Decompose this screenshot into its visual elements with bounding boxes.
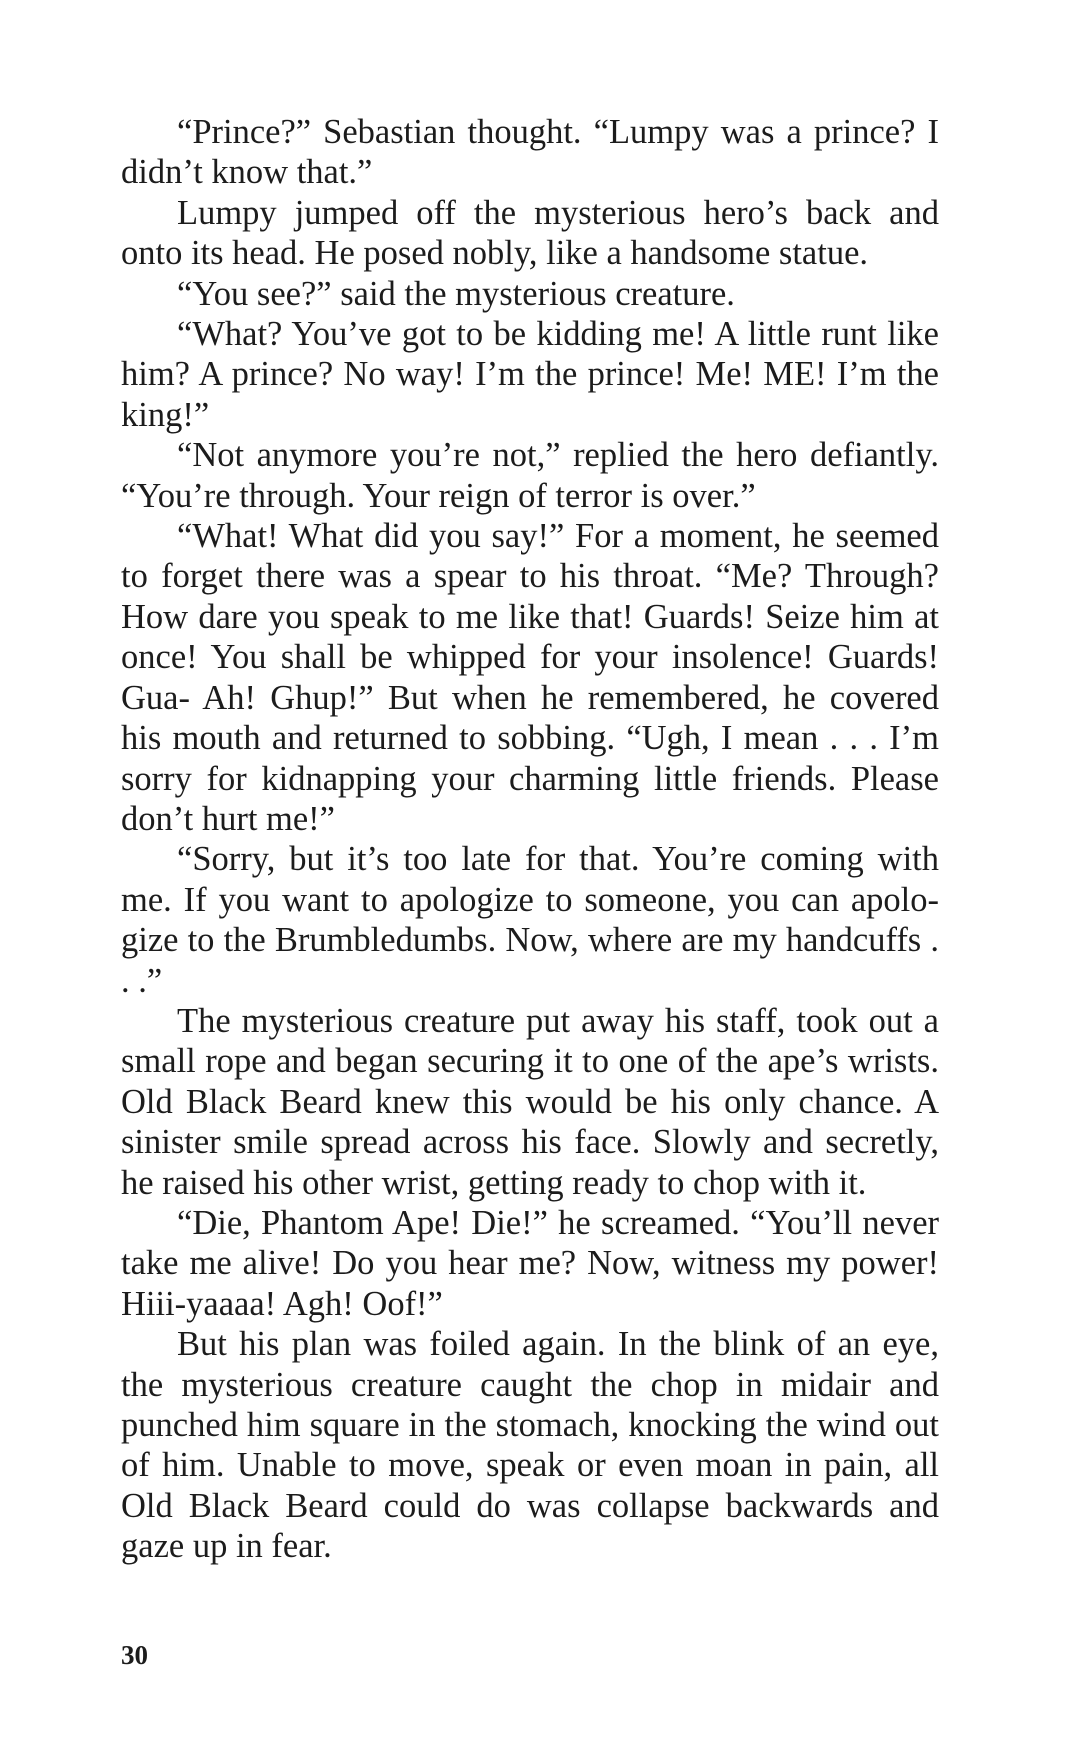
paragraph: But his plan was foiled again. In the blink of an eye, the mysterious creature caught the chop in midair and punched him square in the stomach, knocking the wind out of him. Unable to move, speak or even moan in pain, all Old Black Beard could do was collapse backwards and gaze up in fear. [121, 1325, 939, 1566]
paragraph: “You see?” said the mysterious creature. [177, 274, 735, 313]
paragraph: “What? You’ve got to be kidding me! A little runt like him? A prince? No way! I’m the prince! Me! ME! I’m the king!” [121, 315, 939, 434]
paragraph: “What! What did you say!” For a moment, he seemed to forget there was a spear to his throat. “Me? Through? How dare you speak to me like that! Guards! Seize him at once! You shall be whipped for your insolence! Guards! Gua- Ah! Ghup!” But when he remembered, he covered his mouth and returned to sobbing. “Ugh, I mean . . . I’m sorry for kidnapping your charming little friends. Please don’t hurt me!” [121, 517, 939, 838]
paragraph: “Die, Phantom Ape! Die!” he screamed. “You’ll never take me alive! Do you hear me? Now, witness my power! Hiii-yaaaa! Agh! Oof!” [121, 1203, 939, 1323]
paragraph: “Sorry, but it’s too late for that. You’re coming with me. If you want to apologize to someone, you can apologize to the Brumbledumbs. Now, where are my handcuffs . . .” [121, 840, 939, 1000]
page-number: 30 [121, 1640, 148, 1670]
body-text [121, 112, 939, 1567]
paragraph: Lumpy jumped off the mysterious hero’s back and onto its head. He posed nobly, like a handsome statue. [121, 193, 939, 273]
paragraph: “Prince?” Sebastian thought. “Lumpy was a prince? I didn’t know that.” [121, 113, 939, 192]
paragraph: “Not anymore you’re not,” replied the hero defiantly. “You’re through. Your reign of terror is over.” [121, 436, 939, 515]
paragraph: The mysterious creature put away his staff, took out a small rope and began securing it to one of the ape’s wrists. Old Black Beard knew this would be his only chance. A sinister smile spread across his face. Slowly and secretly, he raised his other wrist, getting ready to chop with it. [121, 1001, 939, 1202]
